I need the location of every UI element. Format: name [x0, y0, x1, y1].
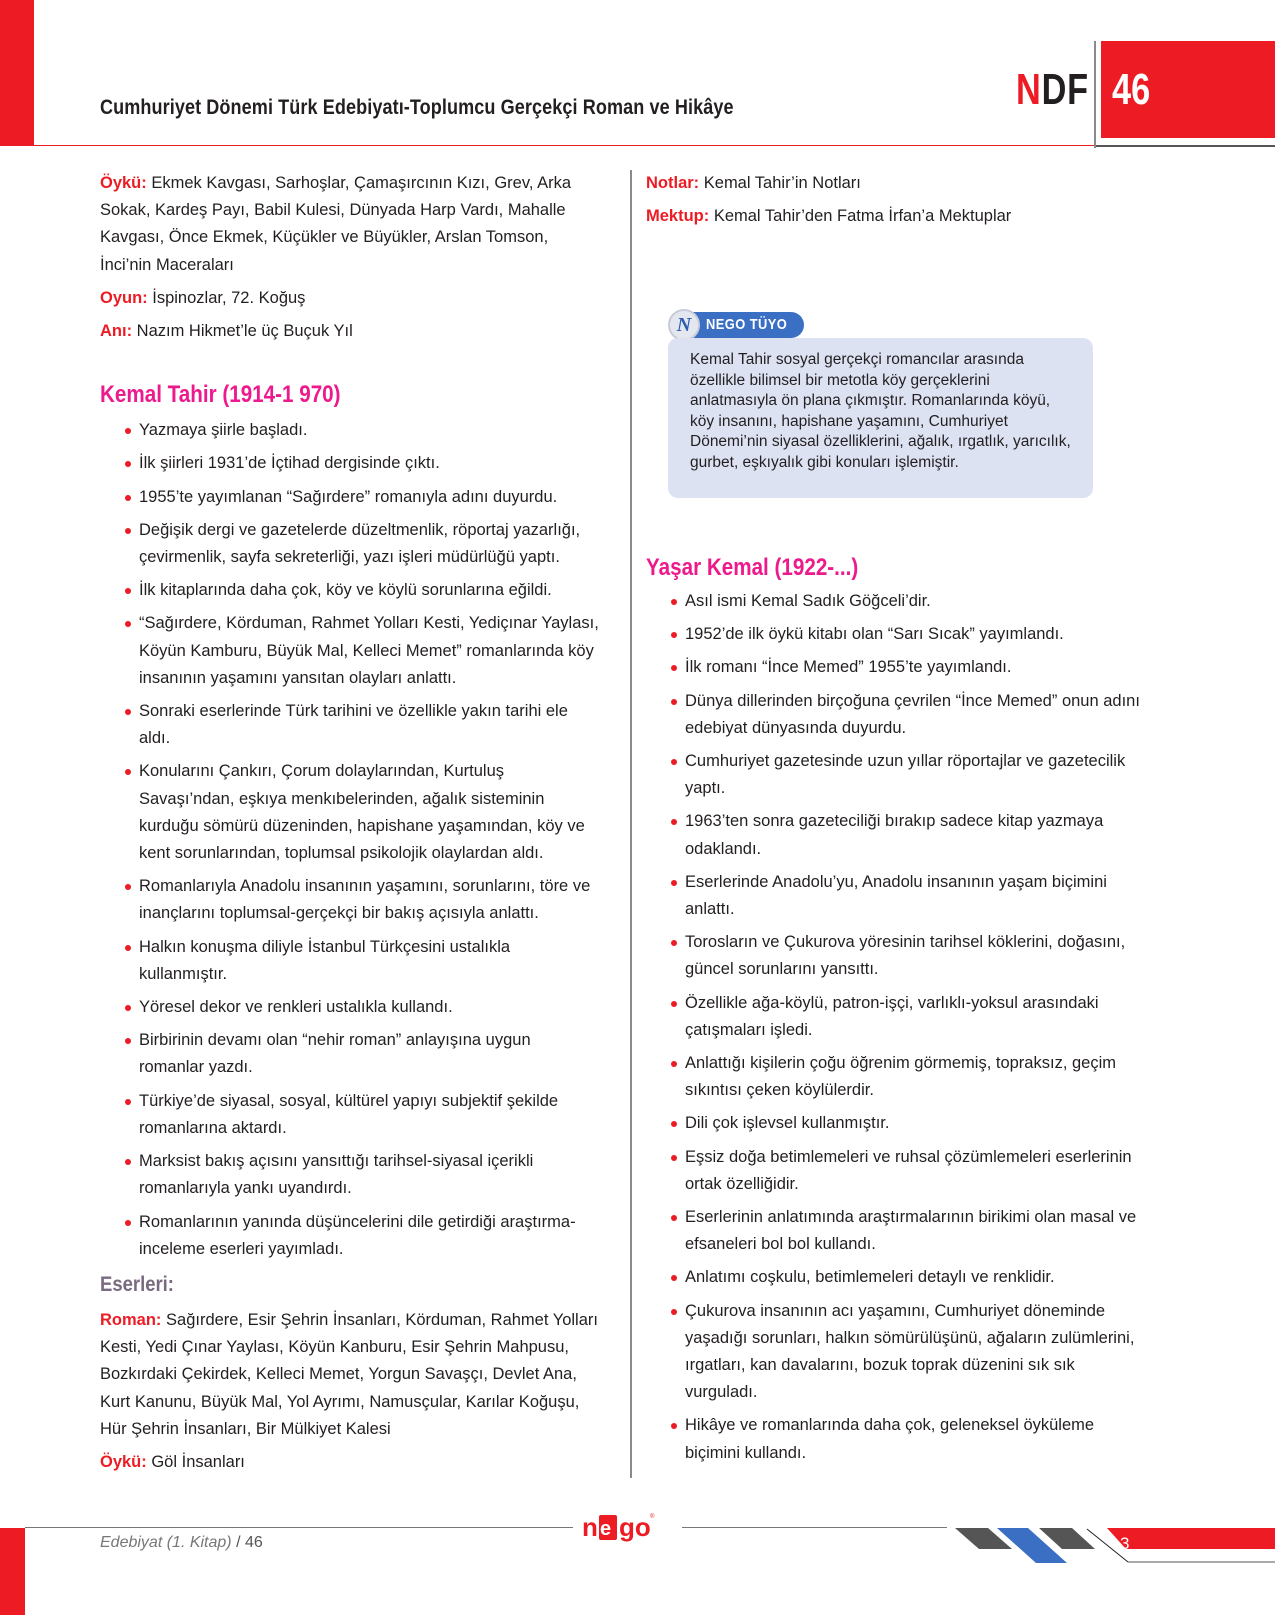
works-oyku-2: Öykü: Göl İnsanları: [100, 1452, 245, 1471]
list-item: Cumhuriyet gazetesinde uzun yıllar röportajlar ve gazetecilik yaptı.: [685, 748, 1146, 802]
works-mektup: Mektup: Kemal Tahir’den Fatma İrfan’a Mektuplar: [646, 207, 1012, 226]
list-item: Eşsiz doğa betimlemeleri ve ruhsal çözümlemeleri eserlerinin ortak özelliğidir.: [685, 1144, 1146, 1198]
page-title: Cumhuriyet Dönemi Türk Edebiyatı-Toplumcu Gerçekçi Roman ve Hikâye: [100, 96, 734, 119]
list-item: Değişik dergi ve gazetelerde düzeltmenlik, röportaj yazarlığı, çevirmenlik, sayfa sekreterliği, yazı işleri müdürlüğü yaptı.: [139, 517, 600, 571]
works-oyku: Öykü: Ekmek Kavgası, Sarhoşlar, Çamaşırcının Kızı, Grev, Arka Sokak, Kardeş Payı, Babil Kulesi, Dünyada Harp Vardı, Mahalle Kavgası, Önce Ekmek, Küçükler ve Büyükler, Arslan Tomson, İnci’nin Maceraları: [100, 174, 572, 274]
list-item: “Sağırdere, Körduman, Rahmet Yolları Kesti, Yediçınar Yaylası, Köyün Kamburu, Büyük Mal, Kelleci Memet” romanlarında köy insanının yaşamını yansıtan olayları anlattı.: [139, 610, 600, 692]
list-item: Marksist bakış açısını yansıttığı tarihsel-siyasal içerikli romanlarıyla yankı uyandırdı.: [139, 1148, 600, 1202]
column-divider: [630, 170, 632, 1478]
brand-n: N: [1016, 65, 1042, 114]
footer-book-reference: Edebiyat (1. Kitap) / 46: [100, 1534, 263, 1551]
list-item: Anlatımı coşkulu, betimlemeleri detaylı ve renklidir.: [685, 1264, 1146, 1291]
footer-divider-left: [25, 1527, 573, 1528]
tip-box: Kemal Tahir sosyal gerçekçi romancılar arasında özellikle bilimsel bir metotla köy gerçeklerini anlatmasıyla ön plana çıkmıştır. Romanlarında köyü, köy insanını, hapishane yaşamını, Cumhuriyet Dönemi’nin siyasal özelliklerini, ağalık, ırgatlık, yarıcılık, gurbet, eşkıyalık gibi konuları işlemiştir.: [668, 338, 1093, 498]
list-item: Halkın konuşma diliyle İstanbul Türkçesini ustalıkla kullanmıştır.: [139, 934, 600, 988]
left-accent-bar-bottom: [0, 1528, 25, 1615]
yasar-kemal-bullets: [646, 588, 1146, 1467]
list-item: Anlattığı kişilerin çoğu öğrenim görmemiş, topraksız, geçim sıkıntısı çeken köylülerdir.: [685, 1050, 1146, 1104]
list-item: Sonraki eserlerinde Türk tarihini ve özellikle yakın tarihi ele aldı.: [139, 698, 600, 752]
list-item: Yöresel dekor ve renkleri ustalıkla kullandı.: [139, 994, 600, 1021]
publisher-logo-icon: [578, 1506, 658, 1544]
list-item: 1963’ten sonra gazeteciliği bırakıp sadece kitap yazmaya odaklandı.: [685, 808, 1146, 862]
unit-underline: [1096, 145, 1275, 147]
works-oyun: Oyun: İspinozlar, 72. Koğuş: [100, 288, 306, 307]
list-item: Birbirinin devamı olan “nehir roman” anlayışına uygun romanlar yazdı.: [139, 1027, 600, 1081]
list-item: Asıl ismi Kemal Sadık Göğceli’dir.: [685, 588, 1146, 615]
tip-badge-label: NEGO TÜYO: [706, 316, 788, 333]
left-accent-bar-top: [0, 0, 34, 146]
right-column-intro: [646, 170, 1161, 236]
footer-page-number: 3: [1120, 1534, 1130, 1553]
list-item: Romanlarının yanında düşüncelerini dile getirdiği araştırma-inceleme eserleri yayımladı.: [139, 1209, 600, 1263]
left-column: [100, 170, 600, 1482]
nego-logo-icon: N: [668, 309, 700, 341]
unit-number: 46: [1112, 65, 1151, 114]
svg-text:®: ®: [650, 1514, 655, 1520]
list-item: Dünya dillerinden birçoğuna çevrilen “İnce Memed” onun adını edebiyat dünyasında duyurdu.: [685, 688, 1146, 742]
section-title-yasar-kemal: Yaşar Kemal (1922-...): [646, 554, 859, 581]
footer-decorative-stripes: [950, 1527, 1275, 1567]
list-item: Özellikle ağa-köylü, patron-işçi, varlıklı-yoksul arasındaki çatışmaları işledi.: [685, 990, 1146, 1044]
footer-divider-right: [682, 1527, 947, 1528]
brand-divider: [1094, 41, 1096, 148]
header-divider: [34, 145, 1099, 146]
list-item: Hikâye ve romanlarında daha çok, geleneksel öyküleme biçimini kullandı.: [685, 1412, 1146, 1466]
list-item: Romanlarıyla Anadolu insanının yaşamını, sorunlarını, töre ve inançlarını toplumsal-gerçekçi bir bakış açısıyla anlattı.: [139, 873, 600, 927]
list-item: Çukurova insanının acı yaşamını, Cumhuriyet döneminde yaşadığı sorunları, halkın sömürülüşünü, ağaların zulümlerini, ırgatları, kan davalarını, bozuk toprak düzenini sık sık vurguladı.: [685, 1298, 1146, 1407]
brand-label: [1016, 66, 1089, 114]
list-item: Eserlerinin anlatımında araştırmalarının birikimi olan masal ve efsaneleri bol bol kullandı.: [685, 1204, 1146, 1258]
kemal-tahir-bullets: [100, 417, 600, 1263]
svg-text:n: n: [582, 1512, 598, 1542]
list-item: 1952’de ilk öykü kitabı olan “Sarı Sıcak” yayımlandı.: [685, 621, 1146, 648]
works-ani: Anı: Nazım Hikmet’le üç Buçuk Yıl: [100, 322, 353, 341]
list-item: Yazmaya şiirle başladı.: [139, 417, 600, 444]
works-roman: Roman: Sağırdere, Esir Şehrin İnsanları, Körduman, Rahmet Yolları Kesti, Yedi Çınar Yaylası, Köyün Kanburu, Esir Şehrin Mahpusu, Bozkırdaki Çekirdek, Kelleci Memet, Yorgun Savaşçı, Devlet Ana, Kurt Kanunu, Büyük Mal, Yol Ayrımı, Namusçular, Karılar Koğuşu, Hür Şehrin İnsanları, Bir Mülkiyet Kalesi: [100, 1310, 598, 1438]
yasar-kemal-section: [646, 552, 1146, 1473]
works-notlar: Notlar: Kemal Tahir’in Notları: [646, 174, 861, 192]
list-item: İlk kitaplarında daha çok, köy ve köylü sorunlarına eğildi.: [139, 577, 600, 604]
list-item: Eserlerinde Anadolu’yu, Anadolu insanının yaşam biçimini anlattı.: [685, 869, 1146, 923]
section-title-kemal-tahir: Kemal Tahir (1914-1 970): [100, 381, 341, 409]
list-item: İlk şiirleri 1931’de İçtihad dergisinde çıktı.: [139, 450, 600, 477]
list-item: Dili çok işlevsel kullanmıştır.: [685, 1110, 1146, 1137]
list-item: 1955’te yayımlanan “Sağırdere” romanıyla adını duyurdu.: [139, 484, 600, 511]
svg-text:e: e: [600, 1518, 612, 1540]
list-item: Türkiye’de siyasal, sosyal, kültürel yapıyı subjektif şekilde romanlarına aktardı.: [139, 1088, 600, 1142]
brand-df: DF: [1041, 65, 1089, 114]
list-item: Torosların ve Çukurova yöresinin tarihsel köklerini, doğasını, güncel sorunlarını yansıttı.: [685, 929, 1146, 983]
list-item: Konularını Çankırı, Çorum dolaylarından, Kurtuluş Savaşı’ndan, eşkıya menkıbelerinden, ağalık sisteminin kurduğu sömürü düzeninden, hapishane yaşamından, köy ve kent sorunlarından, toplumsal psikolojik olaylardan aldı.: [139, 758, 600, 867]
works-heading: Eserleri:: [100, 1272, 174, 1296]
svg-text:go: go: [619, 1512, 651, 1542]
list-item: İlk romanı “İnce Memed” 1955’te yayımlandı.: [685, 654, 1146, 681]
